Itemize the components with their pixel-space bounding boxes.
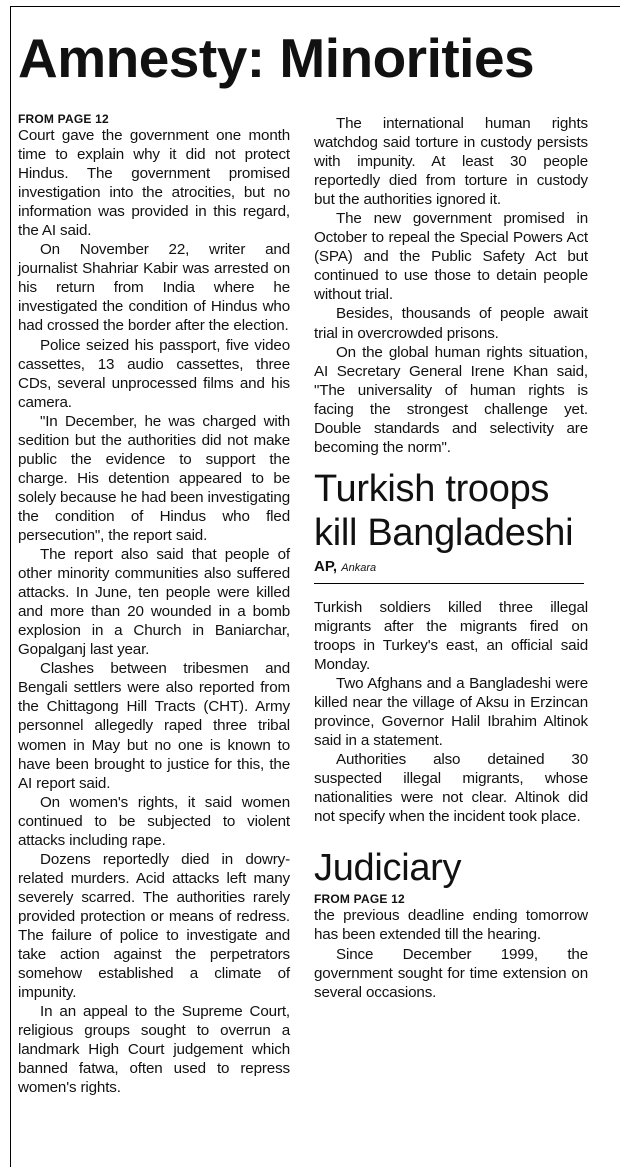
- main-paragraph-7: On women's rights, it said women continued to be subjected to violent attacks including rape.: [18, 793, 290, 849]
- main-headline: Amnesty: Minorities: [18, 27, 535, 89]
- right-column: [314, 114, 588, 1002]
- judiciary-paragraph-2: Since December 1999, the government sought for time extension on several occasions.: [314, 945, 588, 1001]
- left-border-rule: [10, 6, 11, 1167]
- turkish-headline-line-1: Turkish troops: [314, 467, 550, 510]
- main-paragraph-4: "In December, he was charged with sedition but the authorities did not make public the evidence to support the charge. His detention appeared to be solely because he had been investigating the condition of Hindus who fled persecution", the report said.: [18, 412, 290, 544]
- byline-place: Ankara: [341, 561, 377, 574]
- main-paragraph-12: Besides, thousands of people await trial in overcrowded prisons.: [314, 305, 588, 342]
- judiciary-paragraph-1: the previous deadline ending tomorrow has been extended till the hearing.: [314, 907, 588, 944]
- byline-agency: AP,: [314, 557, 338, 575]
- main-paragraph-2: On November 22, writer and journalist Shahriar Kabir was arrested on his return from India where he investigated the condition of Hindus who had crossed the border after the election.: [18, 241, 290, 335]
- turkish-byline: [314, 557, 588, 578]
- main-paragraph-8: Dozens reportedly died in dowry-related murders. Acid attacks left many severely scarred. The authorities rarely provided protection or means of redress. The failure of police to investigate and take action against the perpetrators somehow established a climate of impunity.: [18, 850, 290, 1002]
- main-paragraph-11: The new government promised in October to repeal the Special Powers Act (SPA) and the Public Safety Act but continued to use those to detain people without trial.: [314, 210, 588, 304]
- turkish-paragraph-3: Authorities also detained 30 suspected illegal migrants, whose nationalities were not clear. Altinok did not specify when the incident took place.: [314, 751, 588, 826]
- turkish-paragraph-2: Two Afghans and a Bangladeshi were killed near the village of Aksu in Erzincan province, Governor Halil Ibrahim Altinok said in a statement.: [314, 675, 588, 750]
- main-paragraph-13: On the global human rights situation, AI Secretary General Irene Khan said, "The universality of human rights is facing the strongest challenge yet. Double standards and selectivity are becoming the norm".: [314, 343, 588, 456]
- turkish-paragraph-1: Turkish soldiers killed three illegal migrants after the migrants fired on troops in Turkey's east, an official said Monday.: [314, 598, 588, 673]
- main-paragraph-9: In an appeal to the Supreme Court, religious groups sought to overrun a landmark High Court judgement which banned fatwa, often used to repress women's rights.: [18, 1003, 290, 1097]
- main-paragraph-1: Court gave the government one month time to explain why it did not protect Hindus. The government promised investigation into the atrocities, but no information was provided in this regard, the AI said.: [18, 127, 290, 240]
- judiciary-kicker: FROM PAGE 12: [314, 892, 405, 907]
- left-column: [18, 112, 290, 1097]
- top-rule: [10, 6, 620, 7]
- main-paragraph-5: The report also said that people of other minority communities also suffered attacks. In June, ten people were killed and more than 20 wounded in a bomb explosion in a Church in Baniarchar, Gopalganj last year.: [18, 546, 290, 659]
- main-paragraph-3: Police seized his passport, five video cassettes, 13 audio cassettes, three CDs, several unprocessed films and his camera.: [18, 336, 290, 411]
- main-paragraph-10: The international human rights watchdog said torture in custody persists with impunity. At least 30 people reportedly died from torture in custody but the authorities ignored it.: [314, 115, 588, 209]
- main-kicker: FROM PAGE 12: [18, 112, 109, 126]
- turkish-headline-line-2: kill Bangladeshi: [314, 511, 574, 554]
- judiciary-headline: Judiciary: [314, 847, 462, 890]
- main-paragraph-6: Clashes between tribesmen and Bengali settlers were also reported from the Chittagong Hill Tracts (CHT). Army personnel allegedly raped three tribal women in May but no one is known to have been brought to justice for this, the AI report said.: [18, 660, 290, 792]
